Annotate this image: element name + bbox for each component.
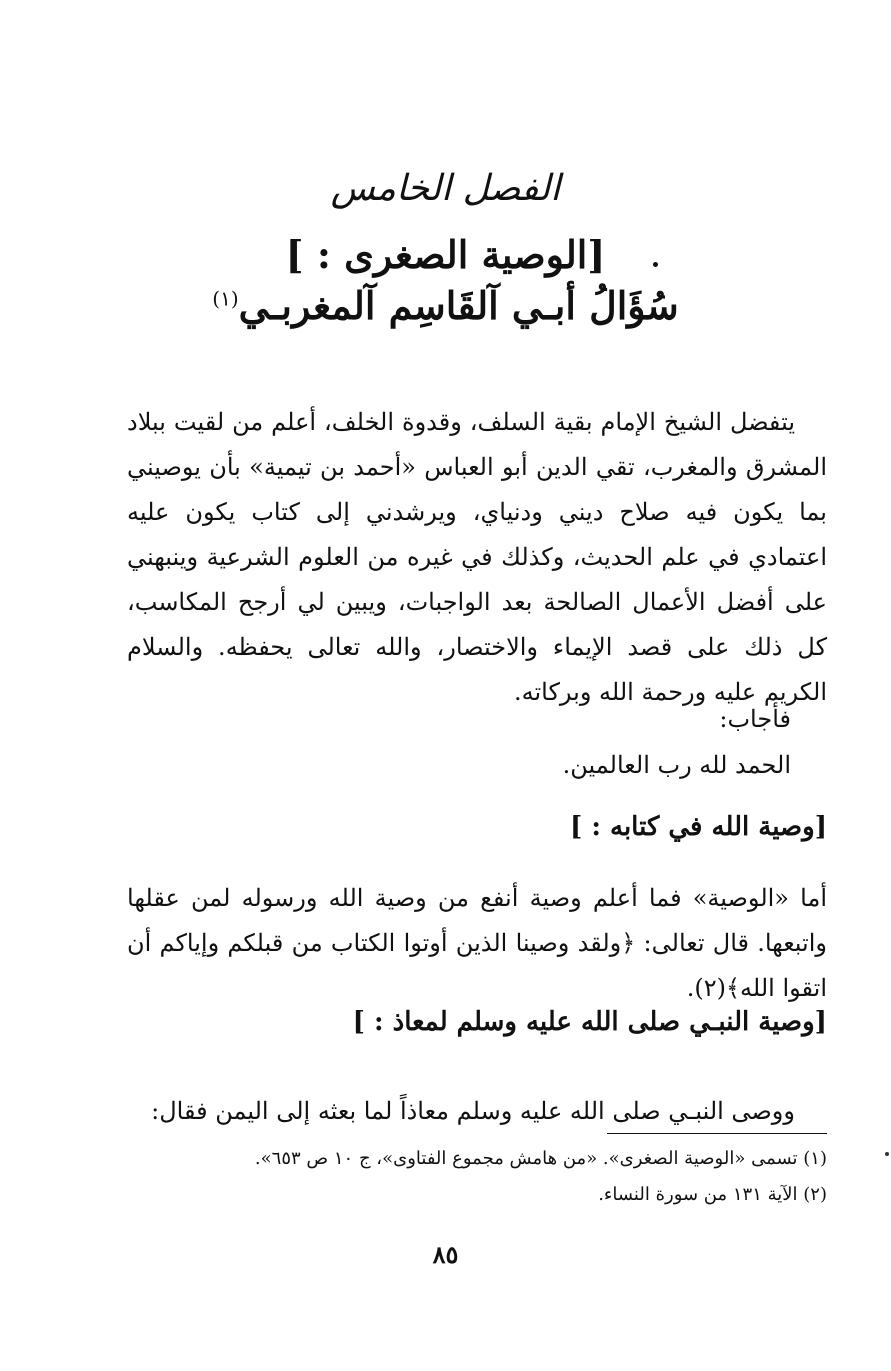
section-title: [الوصية الصغرى : ] xyxy=(285,232,606,277)
footnote-2: (٢) الآية ١٣١ من سورة النساء. xyxy=(598,1184,827,1205)
page-number: ٨٥ xyxy=(432,1240,459,1269)
will-paragraph: أما «الوصية» فما أعلم وصية أنفع من وصية الله ورسوله لمن عقلها واتبعها. قال تعالى: ﴿ولقد وصينا الذين أوتوا الكتاب من قبلكم وإياكم أن اتقوا الله﴾(٢). xyxy=(127,884,827,1002)
section-subtitle xyxy=(0,283,891,328)
footnote-1: (١) تسمى «الوصية الصغرى». «من هامش مجموع الفتاوى»، ج ١٠ ص ٦٥٣». xyxy=(254,1148,827,1169)
footnote-divider xyxy=(607,1133,827,1134)
edge-mark xyxy=(885,1152,889,1156)
question-paragraph: يتفضل الشيخ الإمام بقية السلف، وقدوة الخلف، أعلم من لقيت ببلاد المشرق والمغرب، تقي الدين أبو العباس «أحمد بن تيمية» بأن يوصيني بما يكون فيه صلاح ديني ودنياي، ويرشدني إلى كتاب يكون عليه اعتمادي في علم الحديث، وكذلك في غيره من العلوم الشرعية وينبهني على أفضل الأعمال الصالحة بعد الواجبات، ويبين لي أرجح المكاسب، كل ذلك على قصد الإيماء والاختصار، والله تعالى يحفظه. والسلام الكريم عليه ورحمة الله وبركاته. xyxy=(127,408,827,706)
answer-label: فأجاب: xyxy=(719,705,791,733)
section-subtitle-text: سُؤَالُ أبـي آلقَاسِم آلمغربـي xyxy=(238,283,679,328)
heading-prophet-will: [وصية النبـي صلى الله عليه وسلم لمعاذ : ] xyxy=(352,1007,827,1037)
answer-opening: الحمد لله رب العالمين. xyxy=(562,751,791,779)
footnote-marker-1: (١) xyxy=(212,286,239,311)
prophet-paragraph: ووصى النبـي صلى الله عليه وسلم معاذاً لما بعثه إلى اليمن فقال: xyxy=(151,1097,795,1125)
heading-allah-will: [وصية الله في كتابه : ] xyxy=(570,812,827,842)
chapter-title: الفصل الخامس xyxy=(330,168,561,209)
